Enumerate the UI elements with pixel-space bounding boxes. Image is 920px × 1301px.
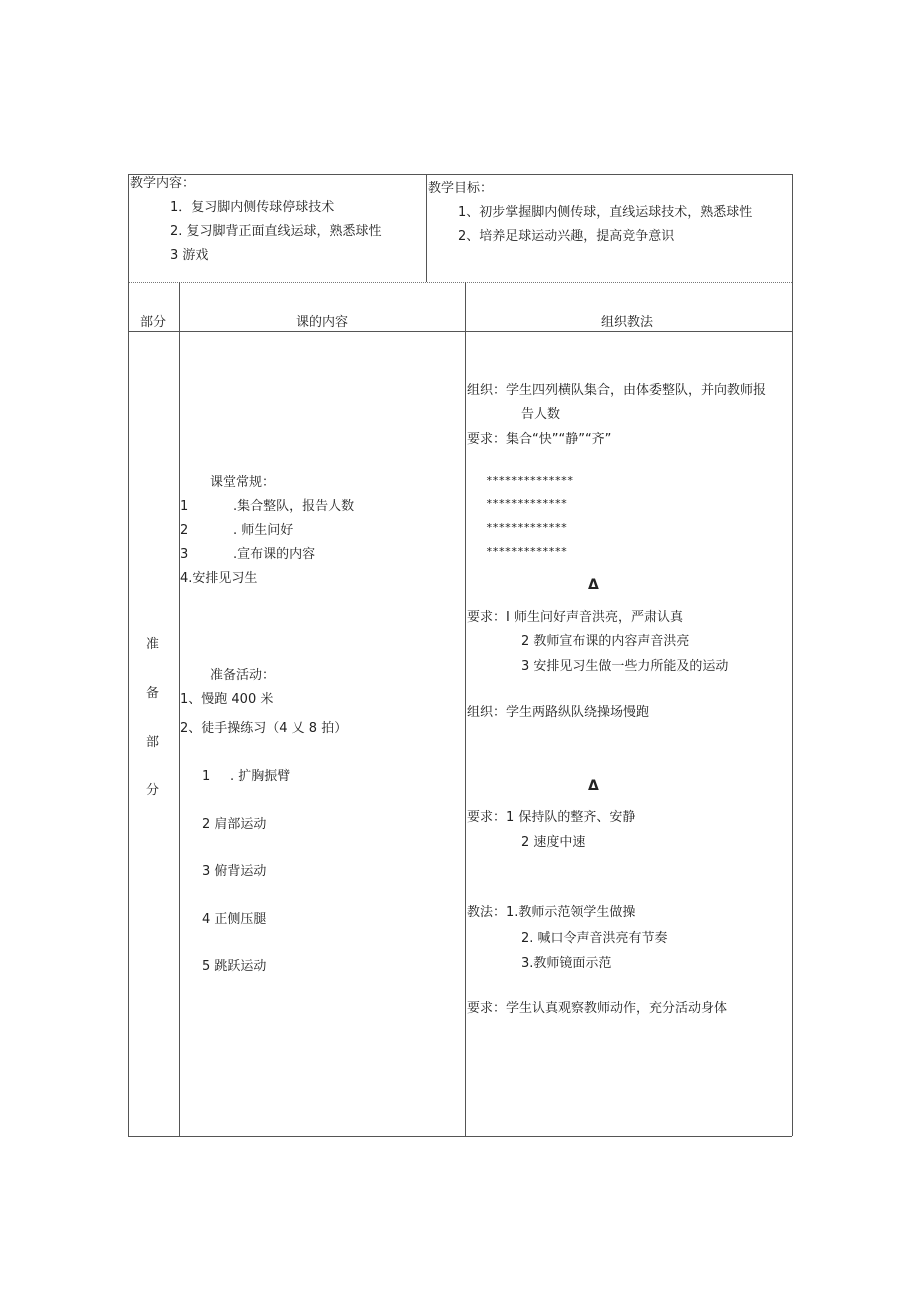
section-name-char-4: 分	[146, 783, 160, 798]
routine-item-2-text: . 师生问好	[233, 523, 294, 538]
teaching-method-lead: 教法：1.教师示范领学生做操	[467, 905, 636, 920]
routine-item-1-num: 1	[180, 499, 189, 514]
requirement-1: 要求：集合“快”“静”“齐”	[467, 432, 612, 447]
table-bottom-border	[128, 1136, 792, 1137]
section-name-char-1: 准	[146, 637, 160, 652]
requirement-3-item-2: 2 速度中速	[521, 835, 586, 850]
table-left-border	[128, 174, 129, 1136]
requirement-2-lead: 要求：I 师生问好声音洪亮，严肃认真	[467, 610, 683, 625]
teaching-content-item-3: 3 游戏	[170, 248, 209, 263]
prep-title: 准备活动：	[210, 668, 276, 683]
routine-item-2-num: 2	[180, 523, 189, 538]
col-divider-2	[465, 282, 466, 1136]
org-1-line-1: 组织：学生四列横队集合，由体委整队，并向教师报	[467, 383, 767, 398]
prep-item-1: 1、慢跑 400 米	[180, 692, 274, 707]
requirement-3-lead: 要求：1 保持队的整齐、安静	[467, 810, 636, 825]
header-section: 部分	[140, 315, 167, 330]
routine-item-3-text: .宣布课的内容	[233, 547, 316, 562]
requirement-2-item-3: 3 安排见习生做一些力所能及的运动	[521, 659, 729, 674]
teacher-position-icon-2: Δ	[588, 778, 599, 794]
exercise-4: 4 正侧压腿	[202, 912, 267, 927]
col-divider-1	[179, 282, 180, 1136]
routine-item-1-text: .集合整队，报告人数	[233, 499, 355, 514]
row-divider-2	[128, 331, 792, 332]
requirement-2-item-2: 2 教师宣布课的内容声音洪亮	[521, 634, 690, 649]
routine-title: 课堂常规：	[210, 475, 276, 490]
formation-row-1: **************	[486, 474, 574, 487]
teaching-method-item-2: 2. 喊口令声音洪亮有节奏	[521, 931, 668, 946]
teaching-goal-1: 1、初步掌握脚内侧传球，直线运球技术，熟悉球性	[458, 205, 753, 220]
exercise-5: 5 跳跃运动	[202, 959, 267, 974]
section-name-char-2: 备	[146, 686, 160, 701]
exercise-2: 2 肩部运动	[202, 817, 267, 832]
teaching-method-item-3: 3.教师镜面示范	[521, 956, 612, 971]
teaching-content-item-2: 2. 复习脚背正面直线运球，熟悉球性	[170, 224, 382, 239]
header-content: 课的内容	[296, 315, 349, 330]
top-cell-divider	[426, 174, 427, 282]
row-divider-1	[128, 282, 792, 283]
org-1-line-2: 告人数	[521, 407, 561, 422]
teaching-content-item-1: 1．复习脚内侧传球停球技术	[170, 200, 335, 215]
routine-item-4-text: 4.安排见习生	[180, 571, 258, 586]
formation-row-2: *************	[486, 497, 567, 510]
table-right-border	[792, 174, 793, 1136]
exercise-1-num: 1	[202, 769, 211, 784]
routine-item-3-num: 3	[180, 547, 189, 562]
teaching-goal-2: 2、培养足球运动兴趣，提高竞争意识	[458, 229, 675, 244]
table-top-border	[128, 174, 792, 175]
exercise-3: 3 俯背运动	[202, 864, 267, 879]
org-2: 组织：学生两路纵队绕操场慢跑	[467, 705, 650, 720]
prep-item-2: 2、徒手操练习（4 乂 8 拍）	[180, 721, 348, 736]
teaching-goals-title: 教学目标：	[428, 181, 494, 196]
formation-row-4: *************	[486, 545, 567, 558]
section-name-char-3: 部	[146, 735, 160, 750]
teaching-content-title: 教学内容：	[130, 176, 196, 191]
formation-row-3: *************	[486, 521, 567, 534]
exercise-1-text: . 扩胸振臂	[230, 769, 291, 784]
teacher-position-icon: Δ	[588, 577, 599, 593]
header-method: 组织教法	[601, 315, 654, 330]
requirement-4: 要求：学生认真观察教师动作，充分活动身体	[467, 1001, 728, 1016]
